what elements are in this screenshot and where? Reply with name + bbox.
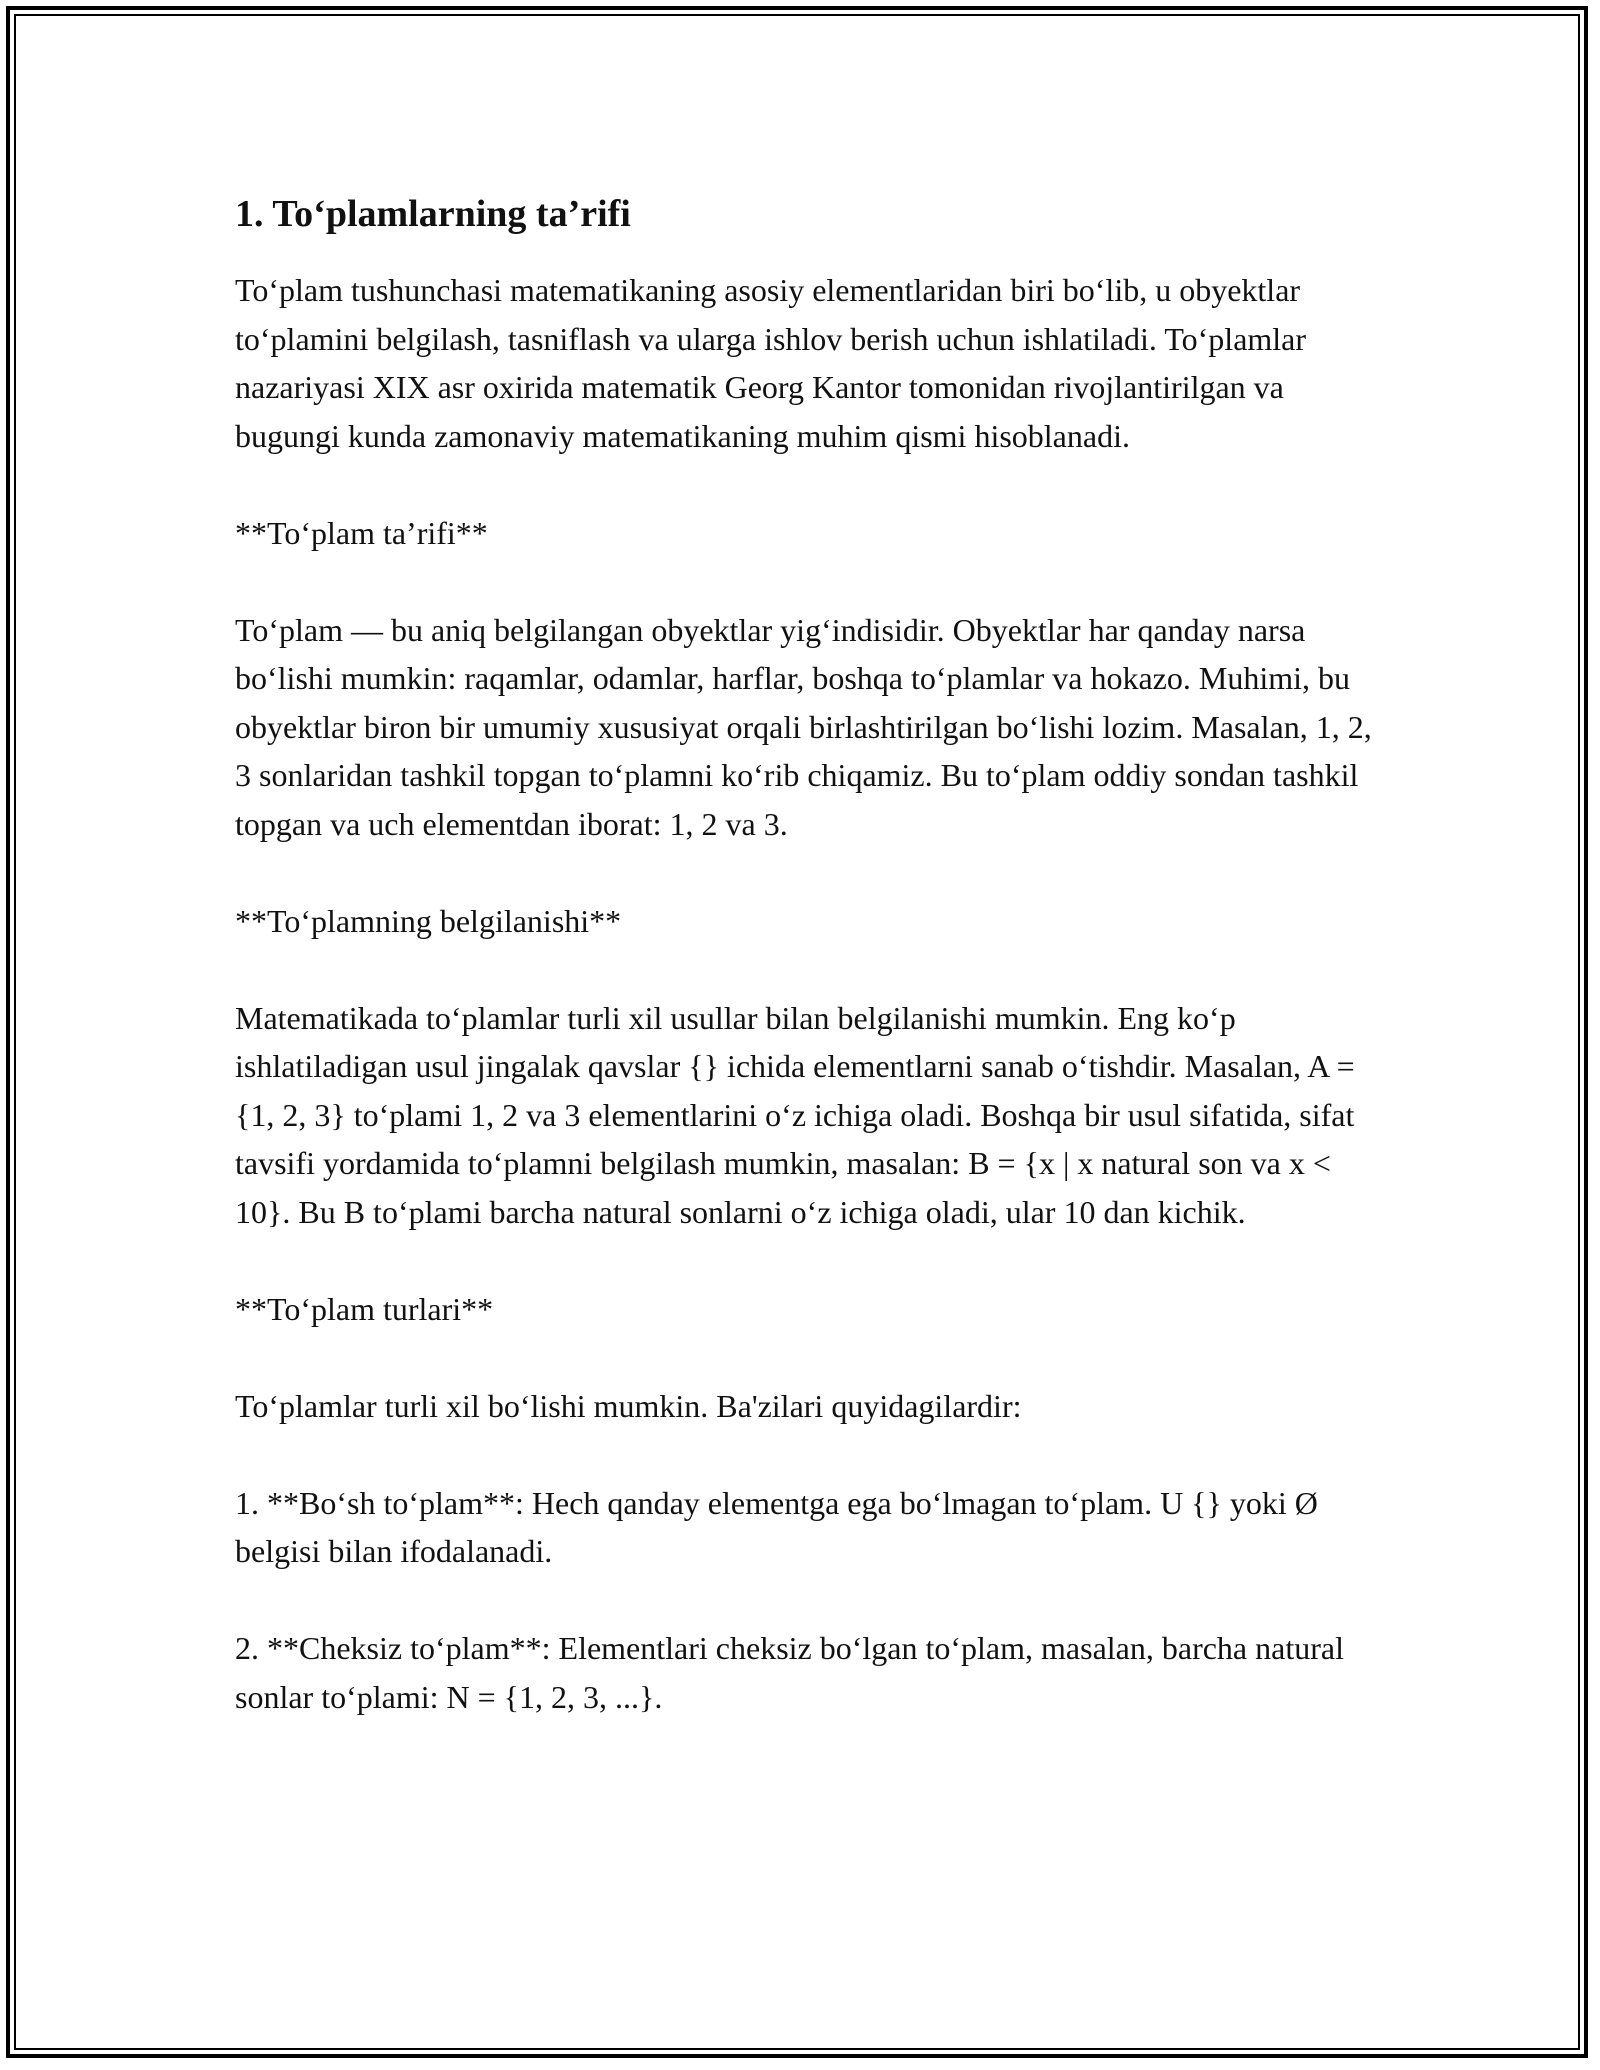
paragraph-gap — [235, 1430, 1375, 1479]
subheading-notation: **To‘plamning belgilanishi** — [235, 902, 622, 939]
subheading-definition: **To‘plam ta’rifi** — [235, 514, 488, 551]
paragraph-intro: To‘plam tushunchasi matematikaning asosiy elementlaridan biri bo‘lib, u obyektlar to‘plamini belgilash, tasniflash va ularga ishlov berish uchun ishlatiladi. To‘plamlar nazariyasi XIX asr oxirida matematik Georg Kantor tomonidan rivojlantirilgan va bugungi kunda zamonaviy matematikaning muhim qismi hisoblanadi. — [235, 272, 1307, 454]
document-body — [235, 186, 1375, 1721]
list-item-infinite-set: 2. **Cheksiz to‘plam**: Elementlari cheksiz bo‘lgan to‘plam, masalan, barcha natural sonlar to‘plami: N = {1, 2, 3, ...}. — [235, 1630, 1344, 1715]
paragraph-types-intro: To‘plamlar turli xil bo‘lishi mumkin. Ba'zilari quyidagilardir: — [235, 1387, 1022, 1424]
paragraph-gap — [235, 1333, 1375, 1382]
paragraph-gap — [235, 557, 1375, 606]
paragraph-gap — [235, 848, 1375, 897]
subheading-types: **To‘plam turlari** — [235, 1290, 494, 1327]
paragraph-gap — [235, 1576, 1375, 1625]
section-heading: 1. To‘plamlarning ta’rifi — [235, 193, 631, 235]
paragraph-gap — [235, 460, 1375, 509]
paragraph-notation: Matematikada to‘plamlar turli xil usullar bilan belgilanishi mumkin. Eng ko‘p ishlatiladigan usul jingalak qavslar {} ichida elementlarni sanab o‘tishdir. Masalan, A = {1, 2, 3} to‘plami 1, 2 va 3 elementlarini o‘z ichiga oladi. Boshqa bir usul sifatida, sifat tavsifi yordamida to‘plamni belgilash mumkin, masalan: B = {x | x natural son va x < 10}. Bu B to‘plami barcha natural sonlarni o‘z ichiga oladi, ular 10 dan kichik. — [235, 999, 1355, 1230]
paragraph-definition: To‘plam — bu aniq belgilangan obyektlar yig‘indisidir. Obyektlar har qanday narsa bo‘lishi mumkin: raqamlar, odamlar, harflar, boshqa to‘plamlar va hokazo. Muhimi, bu obyektlar biron bir umumiy xususiyat orqali birlashtirilgan bo‘lishi lozim. Masalan, 1, 2, 3 sonlaridan tashkil topgan to‘plamni ko‘rib chiqamiz. Bu to‘plam oddiy sondan tashkil topgan va uch elementdan iborat: 1, 2 va 3. — [235, 611, 1372, 842]
paragraph-gap — [235, 945, 1375, 994]
list-item-empty-set: 1. **Bo‘sh to‘plam**: Hech qanday elementga ega bo‘lmagan to‘plam. U {} yoki Ø belgisi bilan ifodalanadi. — [235, 1484, 1318, 1569]
paragraph-gap — [235, 1236, 1375, 1285]
